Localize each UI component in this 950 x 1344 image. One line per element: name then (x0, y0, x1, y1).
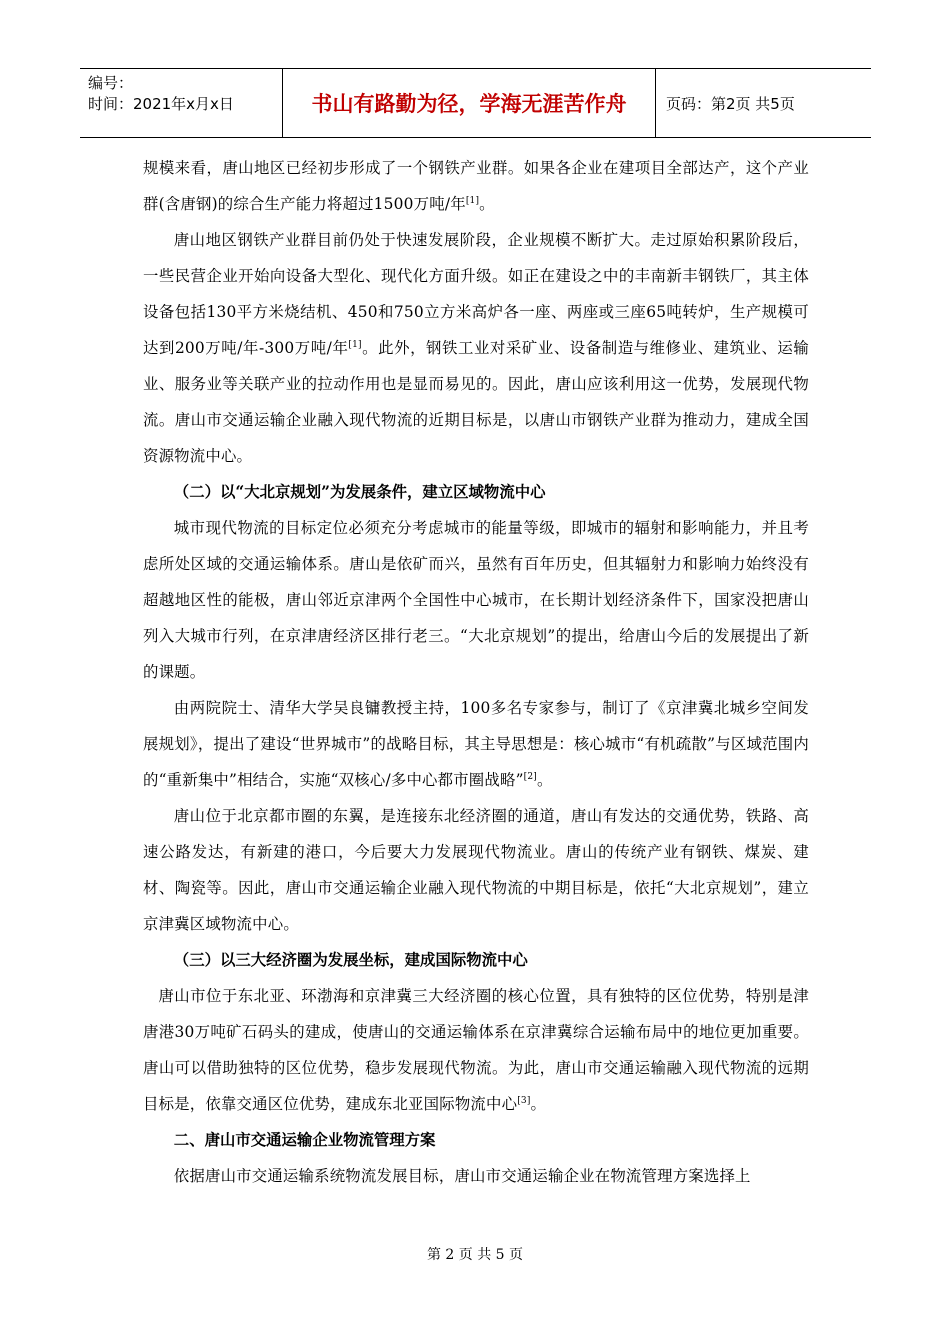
paragraph: 唐山位于北京都市圈的东翼，是连接东北经济圈的通道，唐山有发达的交通优势，铁路、高速公路发达，有新建的港口，今后要大力发展现代物流业。唐山的传统产业有钢铁、煤炭、建材、陶瓷等。因此，唐山市交通运输企业融入现代物流的中期目标是，依托“大北京规划”，建立京津冀区域物流中心。 (143, 807, 809, 933)
paragraph: 城市现代物流的目标定位必须充分考虑城市的能量等级，即城市的辐射和影响能力，并且考虑所处区域的交通运输体系。唐山是依矿而兴，虽然有百年历史，但其辐射力和影响力始终没有超越地区性的能极，唐山邻近京津两个全国性中心城市，在长期计划经济条件下，国家没把唐山列入大城市行列，在京津唐经济区排行老三。“大北京规划”的提出，给唐山今后的发展提出了新的课题。 (143, 519, 809, 681)
citation: [1] (348, 339, 362, 350)
document-number-label: 编号： (88, 74, 134, 92)
header-meta (80, 69, 283, 137)
paragraph: 规模来看，唐山地区已经初步形成了一个钢铁产业群。如果各企业在建项目全部达产，这个产业群(含唐钢)的综合生产能力将超过1500万吨/年[1]。 (143, 159, 809, 213)
section-heading: （二）以“大北京规划”为发展条件，建立区域物流中心 (173, 483, 546, 501)
page-footer: 第 2 页 共 5 页 (426, 1247, 524, 1263)
document-time-label: 时间：2021年x月x日 (88, 95, 234, 113)
chapter-heading: 二、唐山市交通运输企业物流管理方案 (173, 1131, 436, 1149)
header-page-label: 页码：第2页 共5页 (666, 94, 795, 113)
paragraph: 由两院院士、清华大学吴良镛教授主持，100多名专家参与，制订了《京津冀北城乡空间发展规划》，提出了建设“世界城市”的战略目标，其主导思想是：核心城市“有机疏散”与区域范围内的“重新集中”相结合，实施“双核心/多中心都市圈战略”[2]。 (143, 699, 809, 789)
citation: [2] (523, 771, 538, 782)
paragraph: 唐山市位于东北亚、环渤海和京津冀三大经济圈的核心位置，具有独特的区位优势，特别是津唐港30万吨矿石码头的建成，使唐山的交通运输体系在京津冀综合运输布局中的地位更加重要。唐山可以借助独特的区位优势，稳步发展现代物流。为此，唐山市交通运输融入现代物流的远期目标是，依靠交通区位优势，建成东北亚国际物流中心[3]。 (143, 987, 809, 1113)
paragraph: 依据唐山市交通运输系统物流发展目标，唐山市交通运输企业在物流管理方案选择上 (173, 1167, 751, 1185)
document-body (143, 150, 809, 1194)
header-motto: 书山有路勤为径，学海无涯苦作舟 (283, 69, 656, 137)
citation: [3] (517, 1095, 531, 1106)
paragraph: 唐山地区钢铁产业群目前仍处于快速发展阶段，企业规模不断扩大。走过原始积累阶段后，一些民营企业开始向设备大型化、现代化方面升级。如正在建设之中的丰南新丰钢铁厂，其主体设备包括130平方米烧结机、450和750立方米高炉各一座、两座或三座65吨转炉，生产规模可达到200万吨/年-300万吨/年[1]。此外，钢铁工业对采矿业、设备制造与维修业、建筑业、运输业、服务业等关联产业的拉动作用也是显而易见的。因此，唐山应该利用这一优势，发展现代物流。唐山市交通运输企业融入现代物流的近期目标是，以唐山市钢铁产业群为推动力，建成全国资源物流中心。 (143, 231, 809, 465)
section-heading: （三）以三大经济圈为发展坐标，建成国际物流中心 (173, 951, 528, 969)
citation: [1] (465, 195, 480, 206)
page-header (80, 68, 871, 138)
